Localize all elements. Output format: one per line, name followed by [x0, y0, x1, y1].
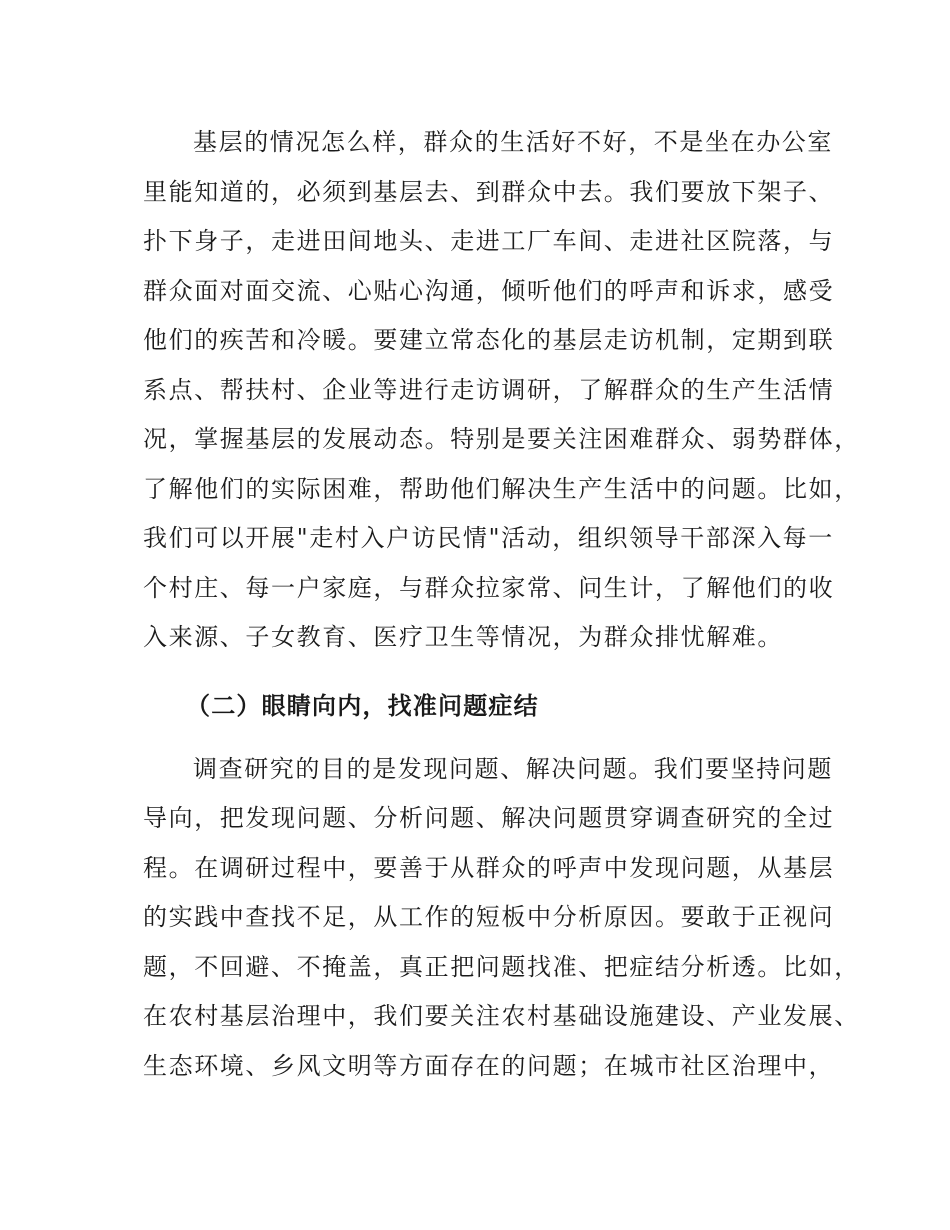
section-heading: （二）眼睛向内，找准问题症结: [186, 691, 539, 720]
document-body: [143, 118, 860, 1091]
paragraph-line: 况，掌握基层的发展动态。特别是要关注困难群众、弱势群体，: [143, 425, 860, 453]
paragraph-line: 的实践中查找不足，从工作的短板中分析原因。要敢于正视问: [143, 903, 835, 931]
paragraph-line: 了解他们的实际困难，帮助他们解决生产生活中的问题。比如，: [143, 474, 860, 503]
paragraph-line: 程。在调研过程中，要善于从群众的呼声中发现问题，从基层: [143, 853, 835, 882]
paragraph-line: 入来源、子女教育、医疗卫生等情况，为群众排忧解难。: [143, 623, 783, 651]
paragraph-line: 生态环境、乡风文明等方面存在的问题；在城市社区治理中，: [143, 1051, 835, 1080]
paragraph-line: 个村庄、每一户家庭，与群众拉家常、问生计，了解他们的收: [143, 573, 835, 602]
paragraph-line: 群众面对面交流、心贴心沟通，倾听他们的呼声和诉求，感受: [143, 276, 835, 305]
paragraph-line: 系点、帮扶村、企业等进行走访调研，了解群众的生产生活情: [143, 375, 835, 404]
paragraph-1: [143, 118, 860, 663]
paragraph-line: 题，不回避、不掩盖，真正把问题找准、把症结分析透。比如，: [143, 952, 860, 981]
paragraph-line: 基层的情况怎么样，群众的生活好不好，不是坐在办公室: [193, 128, 833, 156]
paragraph-2: [143, 745, 860, 1092]
paragraph-line: 里能知道的，必须到基层去、到群众中去。我们要放下架子、: [143, 177, 835, 206]
paragraph-line: 导向，把发现问题、分析问题、解决问题贯穿调查研究的全过: [143, 804, 835, 832]
paragraph-line: 在农村基层治理中，我们要关注农村基础设施建设、产业发展、: [143, 1002, 860, 1030]
paragraph-line: 调查研究的目的是发现问题、解决问题。我们要坚持问题: [193, 754, 833, 783]
paragraph-line: 扑下身子，走进田间地头、走进工厂车间、走进社区院落，与: [143, 227, 835, 255]
paragraph-line: 我们可以开展"走村入户访民情"活动，组织领导干部深入每一: [143, 524, 834, 552]
paragraph-line: 他们的疾苦和冷暖。要建立常态化的基层走访机制，定期到联: [143, 326, 835, 354]
